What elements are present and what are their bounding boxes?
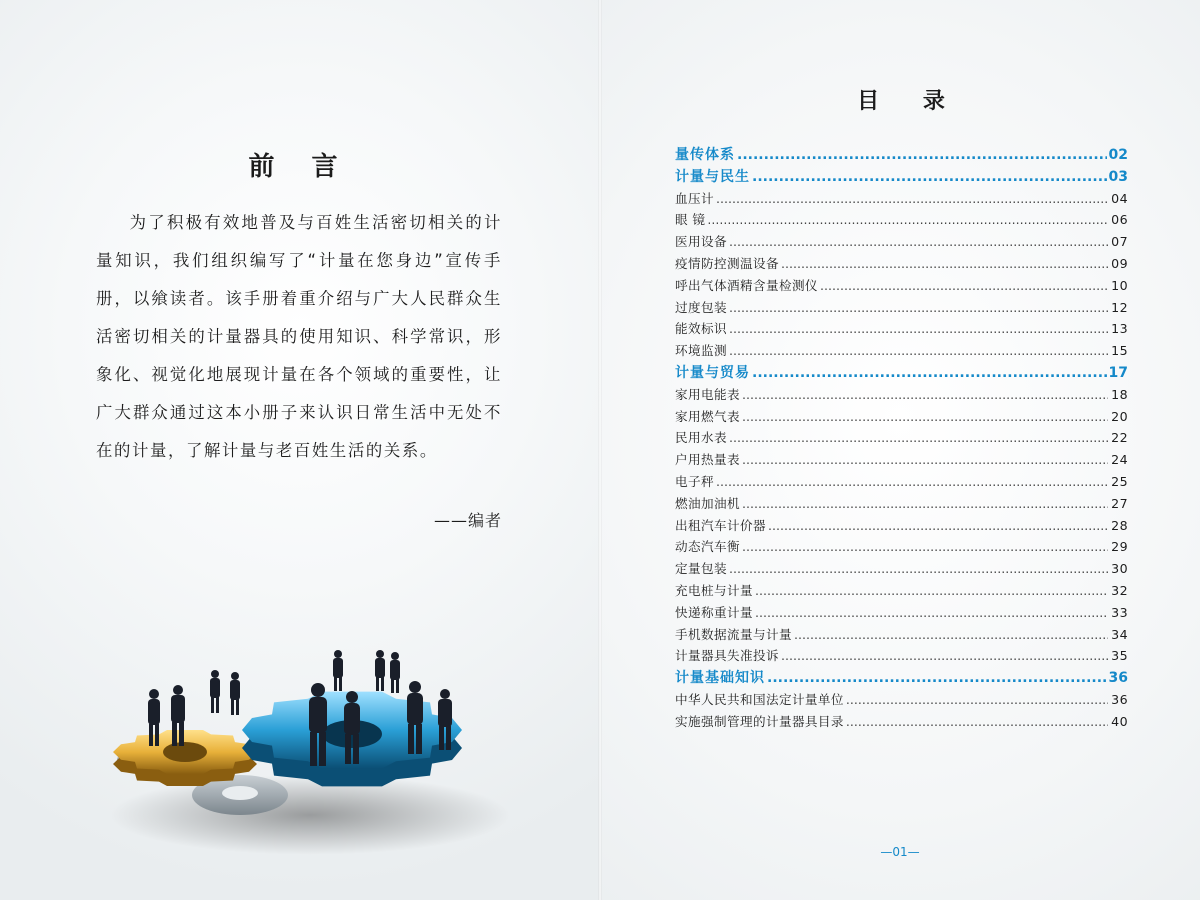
toc-entry-label: 计量基础知识 bbox=[675, 670, 765, 687]
toc-entry-page: 24 bbox=[1111, 452, 1128, 468]
toc-entry-label: 定量包装 bbox=[675, 561, 727, 577]
toc-leader-dots bbox=[729, 343, 1108, 358]
toc-section-entry[interactable] bbox=[675, 144, 1128, 166]
toc-entry-label: 户用热量表 bbox=[675, 452, 740, 468]
toc-leader-dots bbox=[716, 191, 1108, 206]
toc-leader-dots bbox=[767, 670, 1107, 686]
toc-leader-dots bbox=[729, 561, 1108, 576]
toc-entry[interactable] bbox=[675, 471, 1128, 493]
toc-entry[interactable] bbox=[675, 711, 1128, 733]
toc-entry-label: 动态汽车衡 bbox=[675, 539, 740, 555]
toc-section-entry[interactable] bbox=[675, 667, 1128, 689]
toc-leader-dots bbox=[794, 627, 1108, 642]
toc-title: 目 录 bbox=[857, 88, 963, 114]
toc-entry-page: 36 bbox=[1111, 691, 1128, 707]
toc-leader-dots bbox=[846, 714, 1108, 729]
toc-entry-label: 快递称重计量 bbox=[675, 604, 753, 620]
toc-entry-page: 15 bbox=[1111, 343, 1128, 359]
toc-entry-label: 能效标识 bbox=[675, 321, 727, 337]
toc-leader-dots bbox=[755, 605, 1108, 620]
toc-entry-page: 40 bbox=[1111, 713, 1128, 729]
toc-entry-page: 33 bbox=[1111, 604, 1128, 620]
toc-entry-label: 计量与民生 bbox=[675, 168, 750, 185]
toc-entry[interactable] bbox=[675, 449, 1128, 471]
toc-section-entry[interactable] bbox=[675, 166, 1128, 188]
toc-entry[interactable] bbox=[675, 318, 1128, 340]
toc-entry-page: 12 bbox=[1111, 299, 1128, 315]
toc-leader-dots bbox=[752, 365, 1107, 381]
preface-signature: ——编者 bbox=[433, 511, 502, 530]
toc-entry-label: 家用燃气表 bbox=[675, 408, 740, 424]
toc-entry-page: 22 bbox=[1111, 430, 1128, 446]
toc-leader-dots bbox=[781, 256, 1108, 271]
toc-entry-page: 18 bbox=[1111, 386, 1128, 402]
person-silhouette bbox=[375, 650, 385, 691]
toc-entry-page: 04 bbox=[1111, 190, 1128, 206]
toc-entry[interactable] bbox=[675, 209, 1128, 231]
toc-entry[interactable] bbox=[675, 493, 1128, 515]
toc-entry-page: 30 bbox=[1111, 561, 1128, 577]
toc-leader-dots bbox=[742, 387, 1108, 402]
toc-entry[interactable] bbox=[675, 384, 1128, 406]
toc-entry-label: 手机数据流量与计量 bbox=[675, 626, 792, 642]
toc-entry[interactable] bbox=[675, 689, 1128, 711]
toc-entry[interactable] bbox=[675, 297, 1128, 319]
toc-leader-dots bbox=[737, 147, 1107, 163]
toc-entry-page: 10 bbox=[1111, 277, 1128, 293]
toc-entry-page: 35 bbox=[1111, 648, 1128, 664]
toc-entry-page: 20 bbox=[1111, 408, 1128, 424]
toc-entry-page: 02 bbox=[1108, 147, 1128, 163]
toc-leader-dots bbox=[755, 583, 1108, 598]
toc-entry-label: 医用设备 bbox=[675, 234, 727, 250]
person-silhouette bbox=[210, 670, 220, 713]
toc-entry-label: 燃油加油机 bbox=[675, 495, 740, 511]
toc-entry[interactable] bbox=[675, 340, 1128, 362]
toc-entry[interactable] bbox=[675, 580, 1128, 602]
toc-entry[interactable] bbox=[675, 645, 1128, 667]
preface-title: 前 言 bbox=[248, 152, 352, 182]
toc-leader-dots bbox=[729, 430, 1108, 445]
toc-entry-label: 电子秤 bbox=[675, 473, 714, 489]
toc-entry[interactable] bbox=[675, 427, 1128, 449]
toc-leader-dots bbox=[742, 539, 1108, 554]
toc-entry-label: 计量与贸易 bbox=[675, 364, 750, 381]
toc-entry-page: 32 bbox=[1111, 582, 1128, 598]
preface-text: 为了积极有效地普及与百姓生活密切相关的计量知识，我们组织编写了“计量在您身边”宣传手册，以飨读者。该手册着重介绍与广大人民群众生活密切相关的计量器具的使用知识、科学常识，形象化、视觉化地展现计量在各个领域的重要性，让广大群众通过这本小册子来认识日常生活中无处不在的计量，了解计量与老百姓生活的关系。 bbox=[96, 213, 502, 460]
toc-leader-dots bbox=[729, 234, 1108, 249]
toc-leader-dots bbox=[742, 496, 1108, 511]
toc-leader-dots bbox=[781, 648, 1108, 663]
toc-entry-page: 13 bbox=[1111, 321, 1128, 337]
person-silhouette bbox=[390, 652, 400, 693]
toc-entry-page: 07 bbox=[1111, 234, 1128, 250]
toc-leader-dots bbox=[742, 452, 1108, 467]
toc-entry-label: 出租汽车计价器 bbox=[675, 517, 766, 533]
toc-leader-dots bbox=[729, 300, 1108, 315]
toc-entry-page: 28 bbox=[1111, 517, 1128, 533]
toc-leader-dots bbox=[742, 409, 1108, 424]
toc-entry[interactable] bbox=[675, 231, 1128, 253]
toc-entry-page: 34 bbox=[1111, 626, 1128, 642]
person-silhouette bbox=[230, 672, 240, 715]
toc-entry-page: 06 bbox=[1111, 212, 1128, 228]
toc-entry-label: 实施强制管理的计量器具目录 bbox=[675, 713, 844, 729]
toc-entry[interactable] bbox=[675, 515, 1128, 537]
toc-entry-label: 疫情防控测温设备 bbox=[675, 255, 779, 271]
page-number: —01— bbox=[880, 845, 920, 859]
gears-people-illustration bbox=[90, 610, 510, 860]
toc-entry-page: 03 bbox=[1108, 168, 1128, 185]
toc-entry-label: 中华人民共和国法定计量单位 bbox=[675, 691, 844, 707]
table-of-contents bbox=[675, 144, 1128, 733]
toc-entry-page: 29 bbox=[1111, 539, 1128, 555]
toc-entry-label: 眼 镜 bbox=[675, 212, 706, 228]
toc-leader-dots bbox=[752, 169, 1107, 185]
toc-section-entry[interactable] bbox=[675, 362, 1128, 384]
ground-shadow bbox=[110, 775, 510, 855]
toc-entry[interactable] bbox=[675, 536, 1128, 558]
toc-entry-label: 家用电能表 bbox=[675, 386, 740, 402]
toc-entry[interactable] bbox=[675, 275, 1128, 297]
toc-entry-label: 充电桩与计量 bbox=[675, 582, 753, 598]
toc-entry[interactable] bbox=[675, 558, 1128, 580]
toc-entry-label: 呼出气体酒精含量检测仪 bbox=[675, 277, 818, 293]
book-spine bbox=[598, 0, 602, 900]
toc-entry[interactable] bbox=[675, 624, 1128, 646]
toc-leader-dots bbox=[716, 474, 1108, 489]
toc-entry[interactable] bbox=[675, 188, 1128, 210]
toc-entry-label: 计量器具失准投诉 bbox=[675, 648, 779, 664]
toc-entry-page: 36 bbox=[1108, 670, 1128, 687]
toc-leader-dots bbox=[707, 212, 1108, 227]
toc-entry-page: 27 bbox=[1111, 495, 1128, 511]
toc-entry-page: 25 bbox=[1111, 473, 1128, 489]
toc-entry[interactable] bbox=[675, 253, 1128, 275]
toc-entry-page: 09 bbox=[1111, 255, 1128, 271]
toc-leader-dots bbox=[820, 278, 1108, 293]
toc-entry-label: 环境监测 bbox=[675, 343, 727, 359]
toc-entry[interactable] bbox=[675, 602, 1128, 624]
toc-entry-label: 过度包装 bbox=[675, 299, 727, 315]
toc-entry-label: 民用水表 bbox=[675, 430, 727, 446]
toc-leader-dots bbox=[768, 518, 1108, 533]
toc-leader-dots bbox=[729, 321, 1108, 336]
toc-entry-page: 17 bbox=[1108, 364, 1128, 381]
toc-entry-label: 量传体系 bbox=[675, 147, 735, 163]
toc-entry-label: 血压计 bbox=[675, 190, 714, 206]
preface-body bbox=[96, 204, 502, 470]
toc-entry[interactable] bbox=[675, 406, 1128, 428]
person-silhouette bbox=[333, 650, 343, 691]
toc-leader-dots bbox=[846, 692, 1108, 707]
